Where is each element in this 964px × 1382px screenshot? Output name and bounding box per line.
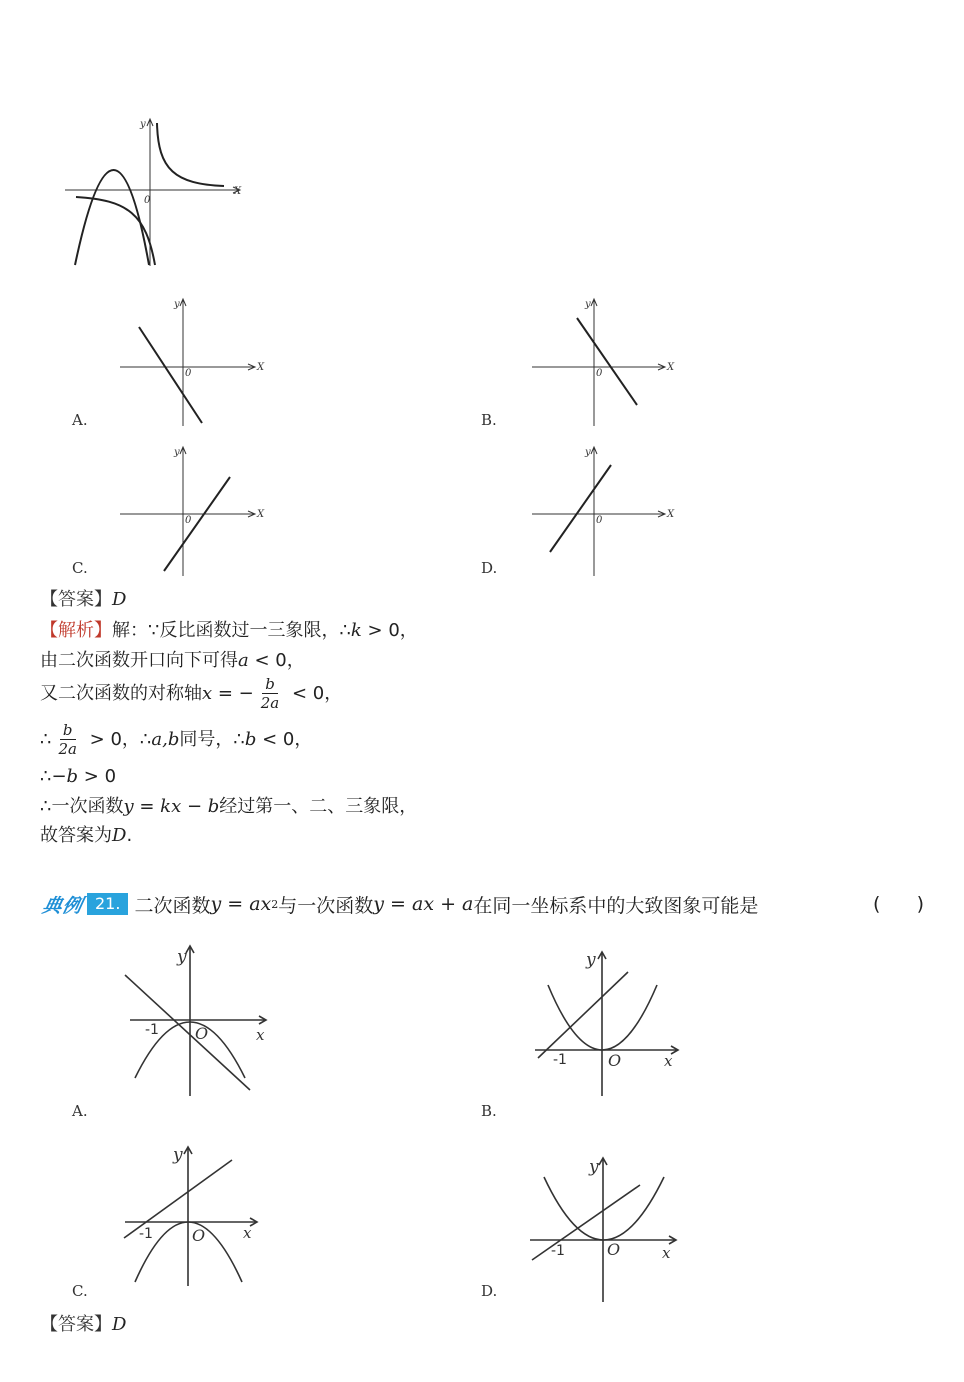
math-var: x <box>202 682 213 704</box>
ex20-option-b-graph <box>532 299 675 426</box>
math-var: b <box>66 766 79 787</box>
fraction <box>258 675 283 712</box>
question-superscript: 2 <box>271 897 279 911</box>
text-seg: . <box>126 825 133 846</box>
x-axis-label: x <box>243 1224 252 1242</box>
origin-label: O <box>195 1024 209 1043</box>
origin-label: 0 <box>185 368 192 379</box>
origin-label: 0 <box>596 368 603 379</box>
ex20-option-a-graph <box>120 299 265 426</box>
y-axis-label: y <box>174 447 180 458</box>
parabola-curve <box>75 170 149 265</box>
fraction-denominator: 2a <box>260 694 280 712</box>
ex21-option-d-letter: D. <box>481 1282 498 1300</box>
ex20-option-d-graph <box>532 447 675 576</box>
ex21-option-d-graph <box>530 1157 676 1302</box>
analysis-label: 【解析】 <box>40 620 112 641</box>
text-seg: > 0，∴ <box>83 728 152 750</box>
ex20-stem-graph <box>65 119 242 266</box>
answer-value: D <box>112 1314 127 1335</box>
ex21-option-c-graph <box>124 1145 257 1286</box>
analysis-line-3 <box>40 675 342 712</box>
math-var: D <box>112 825 127 846</box>
answer-label: 【答案】 <box>40 589 112 610</box>
origin-label: 0 <box>596 515 603 526</box>
question-math: y = ax <box>210 893 272 915</box>
minus-one-label: -1 <box>139 1226 153 1242</box>
text-seg: 经过第一、二、三象限， <box>219 796 418 817</box>
analysis-line-1 <box>40 619 418 643</box>
origin-label: O <box>192 1226 206 1245</box>
text-seg: 解：∵反比函数过一三象限，∴ <box>112 620 351 641</box>
math-var: b <box>167 728 180 750</box>
parabola-curve <box>544 1177 664 1240</box>
hyperbola-branch-q1 <box>157 123 224 186</box>
minus-one-label: -1 <box>145 1022 159 1038</box>
x-axis-label: x <box>664 1052 673 1070</box>
text-seg: ∴ <box>40 728 52 750</box>
origin-label: O <box>607 1240 621 1259</box>
math-var: y <box>123 796 134 817</box>
x-axis-label: X <box>257 362 265 373</box>
text-seg: ∴− <box>40 766 67 787</box>
minus-one-label: -1 <box>551 1243 565 1259</box>
linear-graph <box>550 465 611 552</box>
x-axis-label: x <box>662 1244 671 1262</box>
text-seg: 由二次函数开口向下可得 <box>40 650 238 671</box>
linear-graph <box>532 1185 640 1260</box>
math-op: = <box>133 796 161 817</box>
math-var: b <box>244 728 257 750</box>
x-axis-label: X <box>234 186 242 197</box>
y-axis-label: y <box>589 1157 599 1177</box>
ex21-option-b-graph <box>535 950 678 1096</box>
question-text: 二次函数 <box>134 894 211 917</box>
text-seg: 同号，∴ <box>179 728 245 750</box>
analysis-line-7 <box>40 824 132 848</box>
text-seg: 又二次函数的对称轴 <box>40 682 202 704</box>
text-seg: < 0， <box>248 650 305 671</box>
origin-label: 0 <box>185 515 192 526</box>
minus-one-label: -1 <box>553 1052 567 1068</box>
x-axis-label: X <box>667 509 675 520</box>
analysis-line-6 <box>40 795 417 819</box>
x-axis-label: x <box>256 1026 265 1044</box>
ex21-question <box>40 891 759 917</box>
ex20-option-b-letter: B. <box>481 411 497 429</box>
origin-label: O <box>608 1051 622 1070</box>
fraction <box>55 721 80 758</box>
y-axis-label: y <box>174 299 180 310</box>
ex21-answer-line <box>40 1313 126 1337</box>
fraction-numerator: b <box>60 721 76 740</box>
math-sep: , <box>162 728 168 750</box>
math-var: a <box>238 650 249 671</box>
math-op: − <box>181 796 208 817</box>
linear-graph <box>538 972 628 1058</box>
example-badge: 典例 <box>40 894 86 917</box>
analysis-line-2 <box>40 649 305 673</box>
y-axis-label: y <box>586 950 596 970</box>
analysis-line-5 <box>40 765 116 789</box>
math-var: b <box>207 796 220 817</box>
question-number: 21. <box>87 893 128 915</box>
text-seg: 故答案为 <box>40 825 112 846</box>
text-seg: > 0， <box>361 620 418 641</box>
x-axis-label: X <box>257 509 265 520</box>
question-text: 与一次函数 <box>278 894 374 917</box>
ex21-option-b-letter: B. <box>481 1102 497 1120</box>
ex21-option-a-letter: A. <box>72 1102 88 1120</box>
math-op: = − <box>212 682 254 704</box>
y-axis-label: y <box>140 119 146 130</box>
math-var: a <box>151 728 163 750</box>
ex20-option-c-letter: C. <box>72 559 88 577</box>
answer-value: D <box>112 589 127 610</box>
ex21-option-a-graph <box>125 946 266 1096</box>
analysis-line-4 <box>40 721 312 758</box>
linear-graph <box>164 477 230 571</box>
linear-graph <box>125 975 250 1090</box>
math-var: kx <box>160 796 182 817</box>
question-text: 在同一坐标系中的大致图象可能是 <box>473 894 759 917</box>
math-var: k <box>350 620 362 641</box>
fraction-denominator: 2a <box>58 740 77 758</box>
text-seg: > 0 <box>78 766 117 787</box>
origin-label: 0 <box>144 195 151 206</box>
linear-graph <box>139 327 202 423</box>
y-axis-label: y <box>585 447 591 458</box>
x-axis-label: X <box>667 362 675 373</box>
y-axis-label: y <box>585 299 591 310</box>
y-axis-label: y <box>177 947 187 967</box>
ex20-option-c-graph <box>120 447 265 576</box>
ex21-option-c-letter: C. <box>72 1282 88 1300</box>
ex20-option-a-letter: A. <box>72 411 88 429</box>
answer-bracket: ( ) <box>873 893 925 915</box>
text-seg: < 0， <box>286 682 343 704</box>
y-axis-label: y <box>173 1145 183 1165</box>
fraction-numerator: b <box>262 675 278 694</box>
answer-label: 【答案】 <box>40 1314 112 1335</box>
ex20-option-d-letter: D. <box>481 559 498 577</box>
linear-graph <box>577 318 637 405</box>
question-math: y = ax + a <box>373 893 474 915</box>
ex20-answer-line <box>40 588 126 612</box>
text-seg: ∴一次函数 <box>40 796 124 817</box>
text-seg: < 0， <box>256 728 313 750</box>
